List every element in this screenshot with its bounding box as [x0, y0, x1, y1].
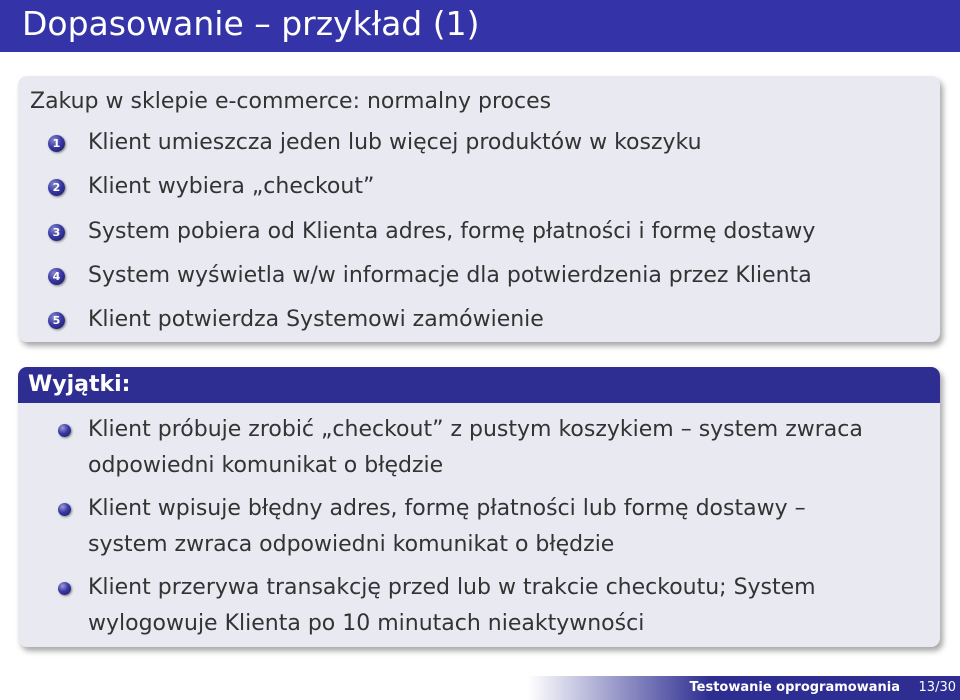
number-ball-icon: 4: [48, 268, 65, 285]
bullet-ball-icon: [58, 503, 71, 516]
step-text: Klient potwierdza Systemowi zamówienie: [88, 307, 544, 332]
step-text: Klient umieszcza jeden lub więcej produktów w koszyku: [88, 130, 702, 155]
slide-title-bar: [0, 0, 960, 52]
slide-footer: [0, 676, 960, 700]
exception-item-1: Klient próbuje zrobić „checkout” z pustym koszykiem – system zwraca odpowiedni komunikat o błędzie: [88, 417, 863, 478]
step-text: System pobiera od Klienta adres, formę płatności i formę dostawy: [88, 219, 816, 244]
page-number: 13/30: [918, 680, 956, 695]
exception-item-3: Klient przerywa transakcję przed lub w trakcie checkoutu; System wylogowuje Klienta po 10 minutach nieaktywności: [88, 575, 816, 636]
number-ball-icon: 2: [48, 179, 65, 196]
slide-title: Dopasowanie – przykład (1): [22, 4, 480, 43]
step-text: System wyświetla w/w informacje dla potwierdzenia przez Klienta: [88, 263, 812, 288]
bullet-ball-icon: [58, 424, 71, 437]
bullet-ball-icon: [58, 582, 71, 595]
normal-process-block: [18, 76, 940, 342]
exceptions-block-header: [18, 367, 940, 403]
number-ball-icon: 5: [48, 312, 65, 329]
step-text: Klient wybiera „checkout”: [88, 174, 375, 199]
exceptions-title: Wyjątki:: [28, 372, 131, 397]
number-ball-icon: 1: [48, 135, 65, 152]
number-ball-icon: 3: [48, 224, 65, 241]
footer-title: Testowanie oprogramowania: [689, 680, 900, 695]
normal-process-intro: Zakup w sklepie e-commerce: normalny proces: [30, 89, 552, 114]
exception-item-2: Klient wpisuje błędny adres, formę płatności lub formę dostawy – system zwraca odpowiedni komunikat o błędzie: [88, 496, 806, 557]
exceptions-block: [18, 367, 940, 647]
